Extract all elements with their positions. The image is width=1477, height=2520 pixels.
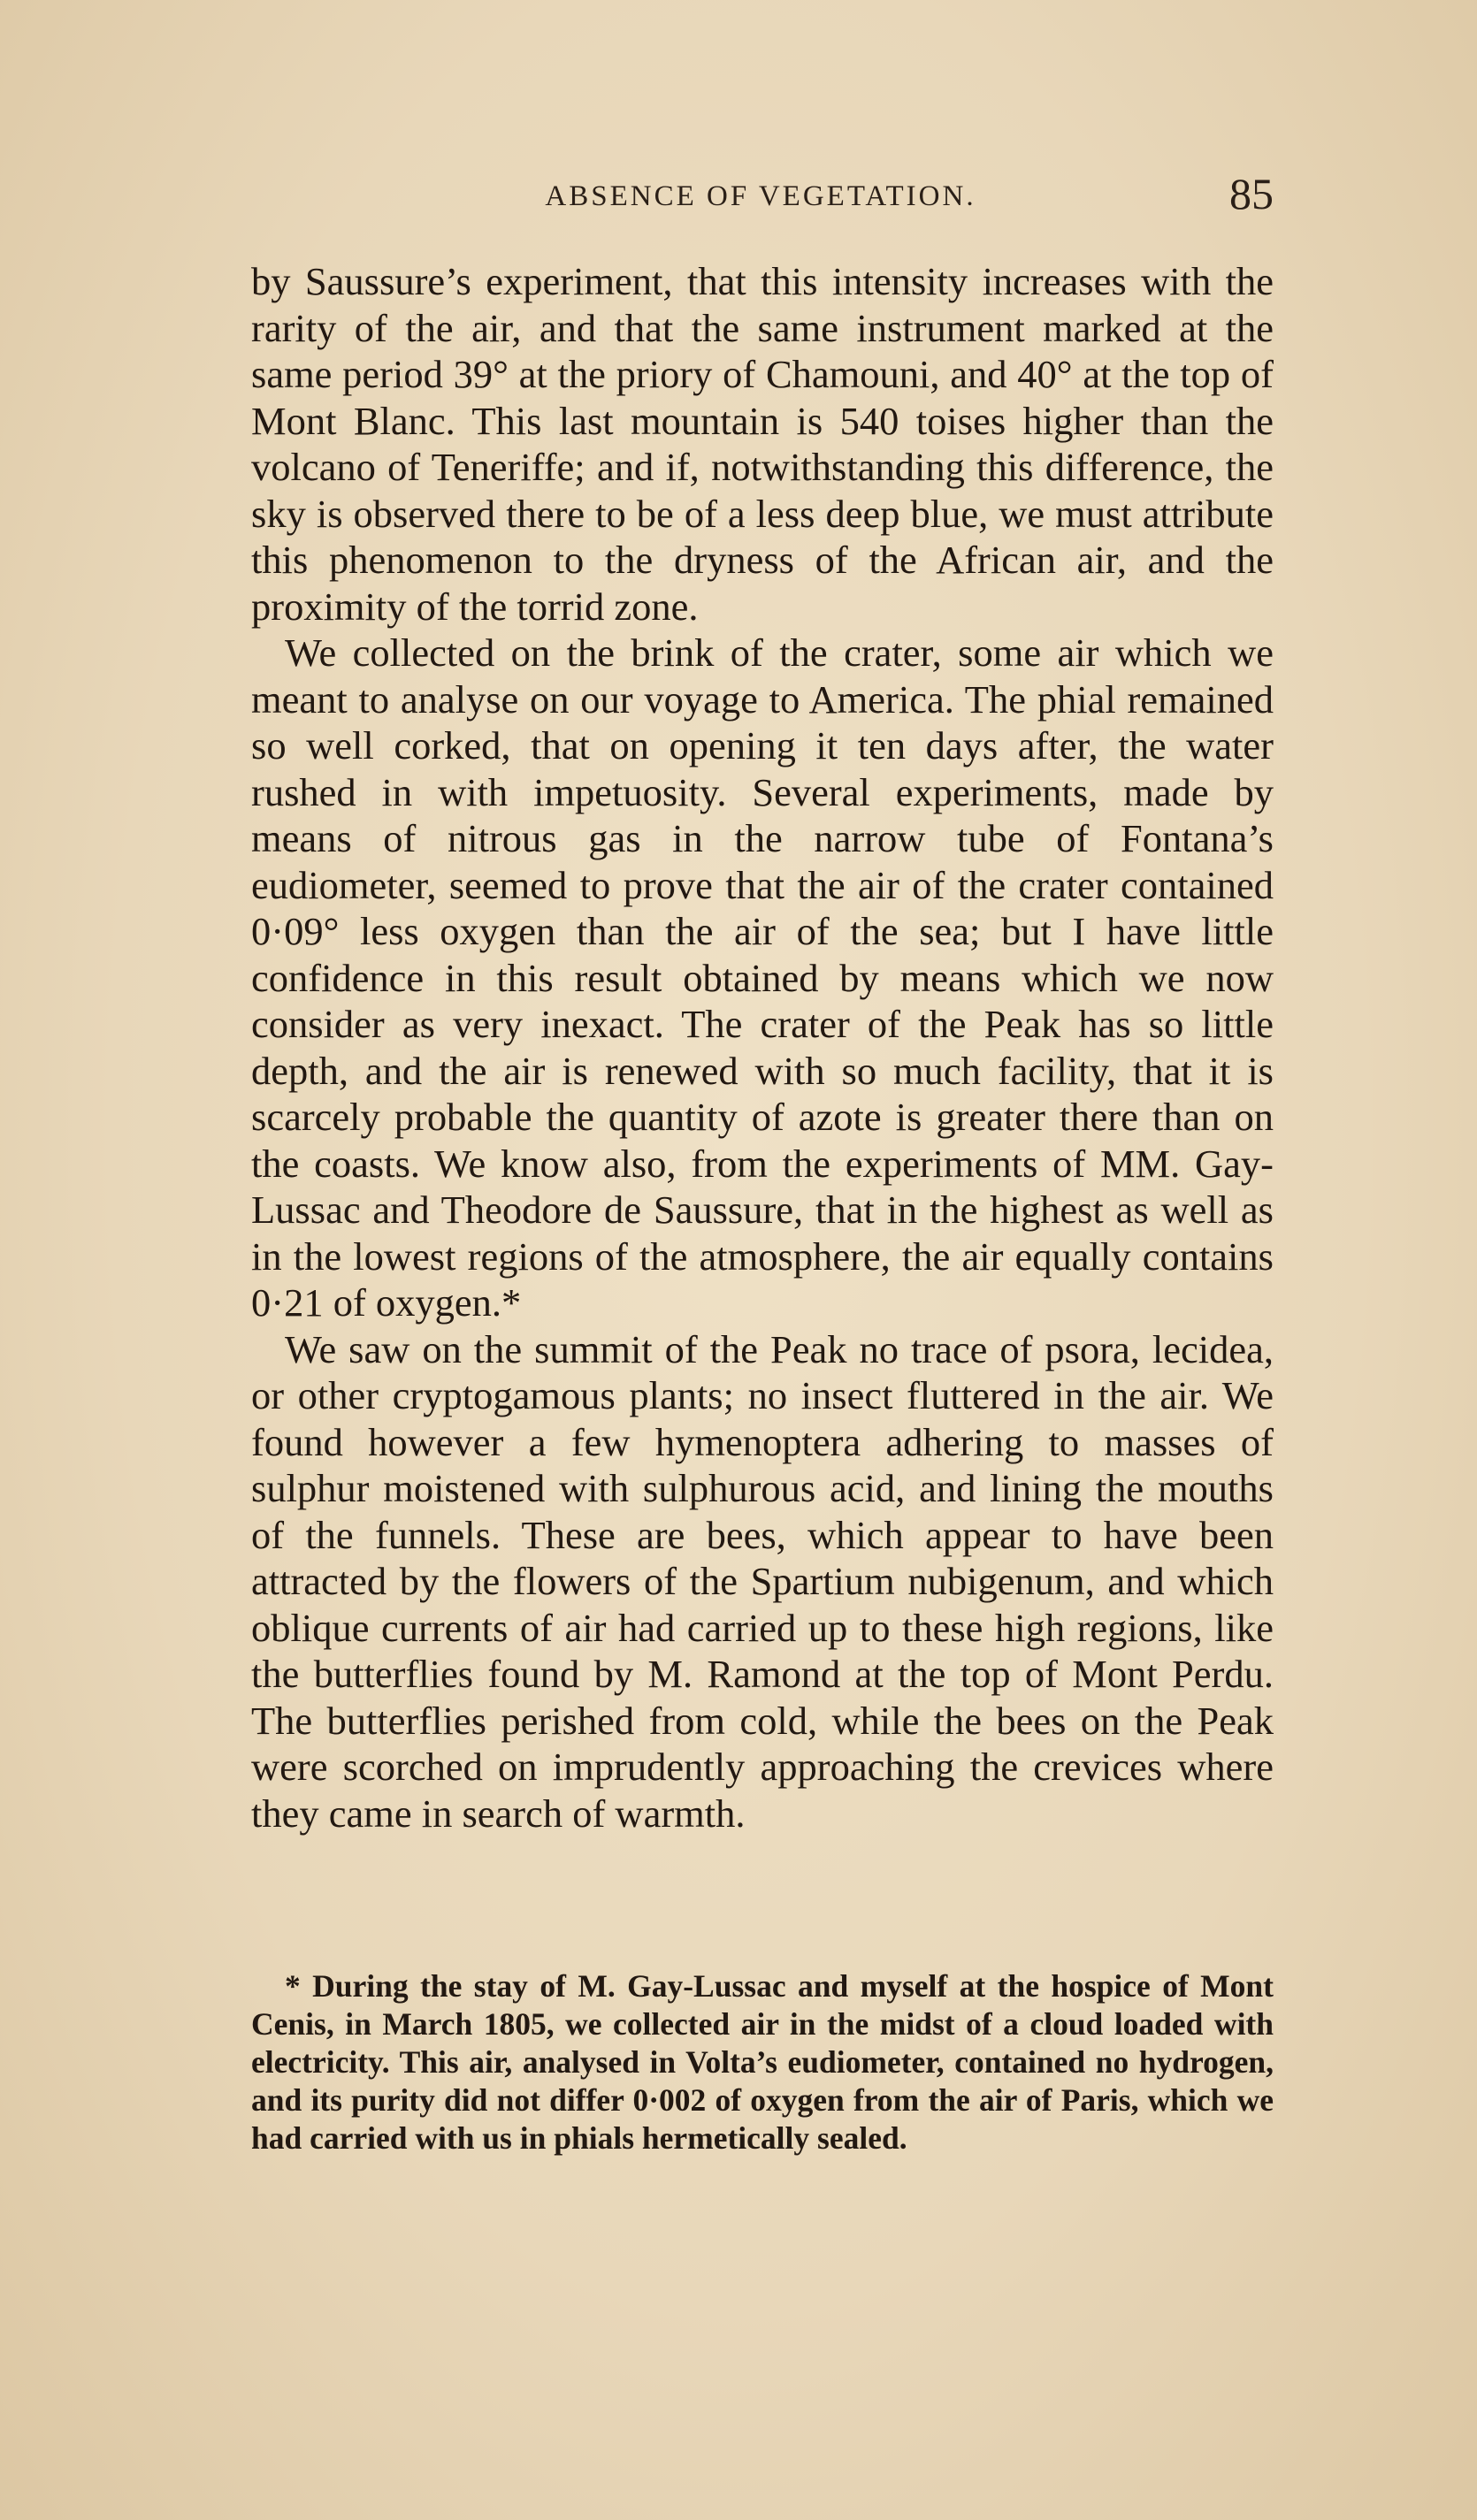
paragraph: by Saussure’s experiment, that this intensity increases with the rarity of the air, and that the same instrument marked at the same period 39° at the priory of Chamouni, and 40° at the top of Mont Blanc. This last mountain is 540 toises higher than the volcano of Teneriffe; and if, notwithstanding this difference, the sky is observed there to be of a less deep blue, we must attribute this phenomenon to the dryness of the African air, and the proximity of the torrid zone. [251, 259, 1274, 629]
footnote [251, 1967, 1274, 2157]
paragraph: We collected on the brink of the crater, some air which we meant to analyse on our voyage to America. The phial remained so well corked, that on opening it ten days after, the water rushed in with impetuosity. Several experiments, made by means of nitrous gas in the narrow tube of Fontana’s eudiometer, seemed to prove that the air of the crater contained 0·09° less oxygen than the air of the sea; but I have little confidence in this result obtained by means which we now consider as very inexact. The crater of the Peak has so little depth, and the air is renewed with so much facility, that it is scarcely probable the quantity of azote is greater there than on the coasts. We know also, from the experiments of MM. Gay-Lussac and Theodore de Saussure, that in the highest as well as in the lowest regions of the atmosphere, the air equally contains 0·21 of oxygen.* [251, 630, 1274, 1325]
page-number: 85 [1229, 169, 1274, 218]
body-text [251, 258, 1274, 1837]
paragraph: We saw on the summit of the Peak no trace of psora, lecidea, or other cryptogamous plants; no insect fluttered in the air. We found however a few hymenoptera adhering to masses of sulphur moistened with sulphurous acid, and lining the mouths of the funnels. These are bees, which appear to have been attracted by the flowers of the Spartium nubigenum, and which oblique currents of air had carried up to these high regions, like the butterflies found by M. Ramond at the top of Mont Perdu. The butterflies perished from cold, while the bees on the Peak were scorched on imprudently approaching the crevices where they came in search of warmth. [251, 1326, 1274, 1836]
page-header [248, 168, 1274, 221]
running-head: ABSENCE OF VEGETATION. [545, 180, 976, 212]
footnote-text: * During the stay of M. Gay-Lussac and myself at the hospice of Mont Cenis, in March 1805, we collected air in the midst of a cloud loaded with electricity. This air, analysed in Volta’s eudiometer, contained no hydrogen, and its purity did not differ 0·002 of oxygen from the air of Paris, which we had carried with us in phials hermetically sealed. [251, 1968, 1274, 2156]
